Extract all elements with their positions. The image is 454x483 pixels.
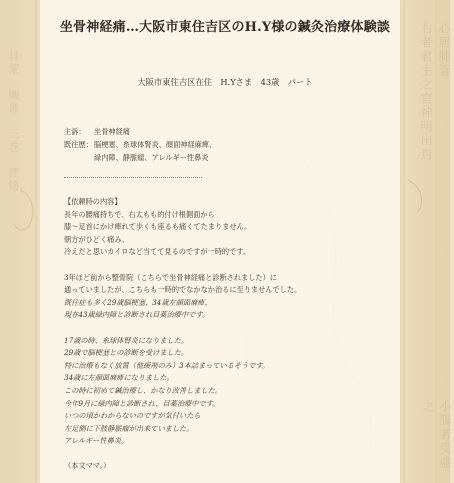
- right-scroll-text-2: 心居肺管: [437, 22, 451, 78]
- text-line: 膝～足首にかけ痺れて歩くも座るも痛くてたまりません。: [64, 222, 252, 232]
- right-scroll-text-3: 小腸者受盛之: [421, 400, 452, 470]
- history-line-2: 緑内障、静脈瘤、アレルギー性鼻炎: [94, 153, 209, 162]
- patient-info: 大阪市東住吉区在住 H.Yさま 43歳 パート: [137, 77, 313, 87]
- text-line: 今年9月に緑内障と診断され、目薬治療中です。: [64, 398, 220, 408]
- chief-complaint-row: [64, 125, 216, 138]
- text-line: 3年ほど前から整骨院（こちらで坐骨神経痛と診断されました）に: [64, 272, 277, 282]
- text-line: アレルギー性鼻炎。: [64, 436, 129, 446]
- testimonial-body: [64, 196, 394, 473]
- text-line: 長年の腰痛持ちで、右太もも的付け根側面から: [64, 209, 215, 219]
- history-line-1: 脳梗塞、糸球体腎炎、顔面神経麻痺、: [94, 140, 217, 149]
- section-divider: [64, 177, 202, 178]
- paragraph-background: [64, 272, 394, 322]
- paragraph-medical-history: [64, 335, 394, 448]
- chief-complaint-value: 坐骨神経痛: [94, 127, 130, 136]
- right-scroll-text: 右者君主之官神明出焉: [419, 22, 433, 162]
- section-heading: 【依頼時の内容】: [64, 197, 122, 206]
- text-line: 朝方がひどく痛み、: [64, 234, 130, 244]
- history-label: 既往歴：: [64, 140, 93, 149]
- text-line: 既往症も多く29歳脳梗塞、34歳左顔面麻痺、: [64, 297, 212, 307]
- text-line: 通っていましたが、こちらも一時的でなかなか治るに至りませんでした。: [64, 285, 302, 295]
- page-title: 坐骨神経痛…大阪市東住吉区のH.Y様の鍼灸治療体験談: [59, 20, 391, 35]
- text-line: 特に治療もなく放置（他緩剤のみ）3本詰まっているそうです。: [64, 360, 270, 370]
- text-line: 現在43歳緑内障と診断され目薬治療中です。: [64, 310, 210, 320]
- text-line: いつの頃かわからないのですが気付いたら: [64, 411, 201, 421]
- chief-complaint-label: 主訴：: [64, 127, 86, 136]
- text-line: 34歳に左顔面麻痺になりました。: [64, 373, 174, 383]
- text-line: 17歳の時、糸球体腎炎になりました。: [64, 335, 189, 345]
- history-row: [64, 138, 216, 151]
- left-scroll-text: 貝蒙 圖叢 三巻 經絡: [7, 50, 20, 193]
- patient-summary: [64, 125, 216, 164]
- paragraph-request: [64, 196, 394, 259]
- text-line: 左足側に下肢静脈瘤が出来ていました。: [64, 423, 194, 433]
- closing-note: （本文ママ。）: [64, 461, 111, 471]
- text-line: 29歳で脳梗塞との診断を受けました。: [64, 348, 189, 358]
- text-line: 冷えだと思いカイロなど当てて見るのですが一時的です。: [64, 247, 251, 257]
- text-line: この時に初めて鍼治療し、かなり改善しました。: [64, 385, 223, 395]
